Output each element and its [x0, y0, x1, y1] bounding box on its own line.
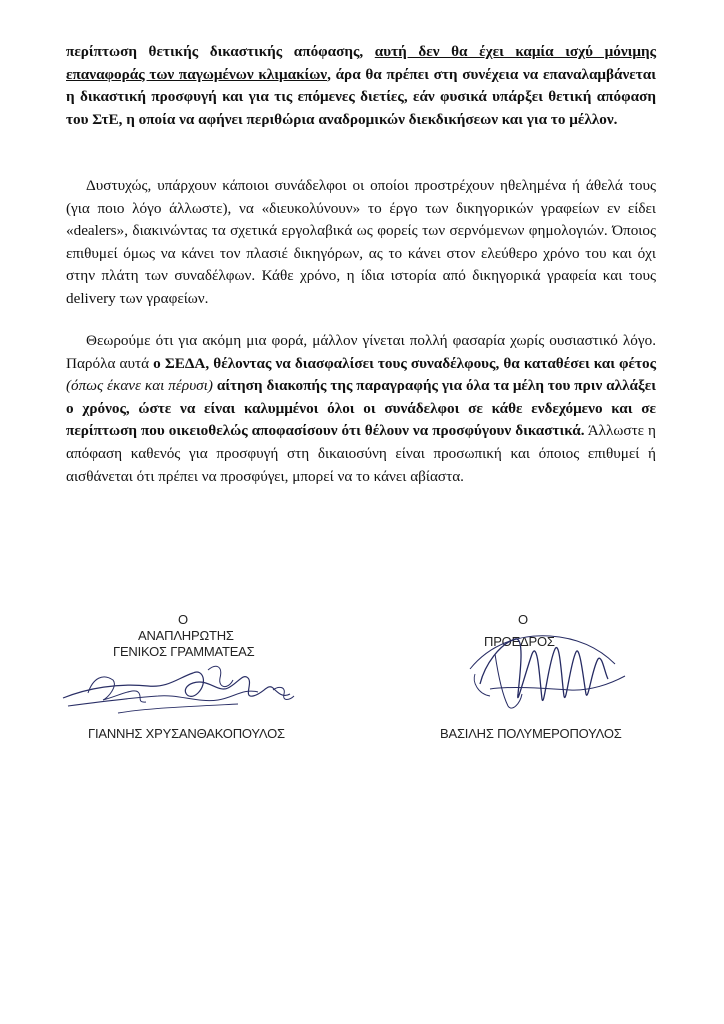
signature-block-left	[58, 600, 328, 770]
left-role-line2: ΓΕΝΙΚΟΣ ΓΡΑΜΜΑΤΕΑΣ	[113, 644, 255, 659]
paragraph-2: Δυστυχώς, υπάρχουν κάποιοι συνάδελφοι οι οποίοι προστρέχουν ηθελημένα ή άθελά τους (για ποιο λόγο άλλωστε), να «διευκολύνουν» το έργο των δικηγορικών γραφείων εν είδει «dealers», διακινώντας τα σχετικά εργολαβικά ως φορείς των σερνόμενων φημολογιών. Όποιος επιθυμεί όμως να κάνει τον πλασιέ δικηγόρων, ας το κάνει στον ελεύθερο χρόνο του και όχι στην πλάτη των συναδέλφων. Κάθε χρόνο, η ίδια ιστορία από δικηγορικά γραφεία και τους delivery των γραφείων.	[66, 177, 656, 307]
p3-closing: Άλλωστε η απόφαση καθενός για προσφυγή στη δικαιοσύνη είναι προσωπική και όποιος επιθυμεί ή αισθάνεται ότι πρέπει να προσφύγει, μπορεί να το κάνει αβίαστα.	[66, 422, 656, 485]
right-signature-scribble	[450, 614, 650, 724]
p3-seda-bold: ο ΣΕΔΑ, θέλοντας να διασφαλίσει τους συναδέλφους, θα καταθέσει και φέτος	[153, 354, 656, 372]
left-article: Ο	[178, 612, 188, 627]
right-role: ΠΡΟΕΔΡΟΣ	[484, 634, 555, 649]
signature-block-right	[440, 600, 690, 770]
p3-intro: Θεωρούμε ότι για ακόμη μια φορά, μάλλον γίνεται πολλή φασαρία χωρίς ουσιαστικό λόγο. Παρόλα αυτά	[66, 332, 656, 372]
p1-lead: περίπτωση θετικής δικαστικής απόφασης,	[66, 43, 375, 60]
p1-rest: , άρα θα πρέπει στη συνέχεια να επαναλαμβάνεται η δικαστική προσφυγή και για τις επόμενες διετίες, εάν φυσικά υπάρξει θετική απόφαση του ΣτΕ, η οποία να αφήνει περιθώρια αναδρομικών διεκδικήσεων και για το μέλλον.	[66, 65, 656, 128]
left-role-line1: ΑΝΑΠΛΗΡΩΤΗΣ	[138, 628, 234, 643]
p3-italic: (όπως έκανε και πέρυσι)	[66, 377, 217, 395]
paragraph-3	[66, 330, 656, 488]
right-signer-name: ΒΑΣΙΛΗΣ ΠΟΛΥΜΕΡΟΠΟΥΛΟΣ	[440, 726, 622, 741]
paragraph-1	[66, 41, 656, 131]
right-article: Ο	[518, 612, 528, 627]
p1-underlined: αυτή δεν θα έχει καμία ισχύ μόνιμης επαναφοράς των παγωμένων κλιμακίων	[66, 43, 656, 83]
left-signer-name: ΓΙΑΝΝΗΣ ΧΡΥΣΑΝΘΑΚΟΠΟΥΛΟΣ	[88, 726, 285, 741]
p3-request-bold: αίτηση διακοπής της παραγραφής για όλα τα μέλη του πριν αλλάξει ο χρόνος, ώστε να είναι καλυμμένοι όλοι οι συνάδελφοι σε κάθε ενδεχόμενο και σε περίπτωση που οικειοθελώς αποφασίσουν ότι θέλουν να προσφύγουν δικαστικά.	[66, 377, 656, 440]
left-signature-scribble	[58, 658, 318, 728]
